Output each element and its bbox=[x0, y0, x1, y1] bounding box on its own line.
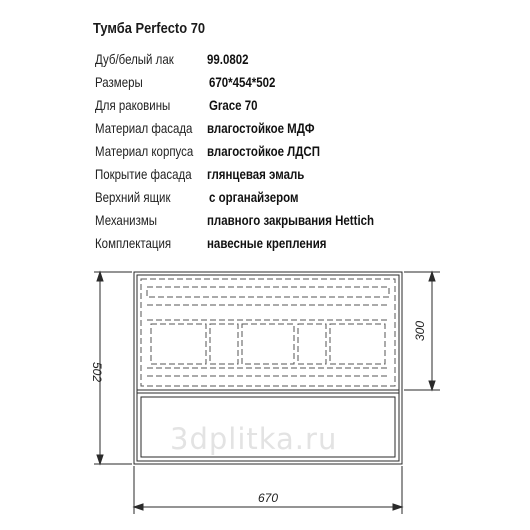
drawer-box-top bbox=[147, 287, 389, 297]
organizer-compartment bbox=[210, 324, 238, 364]
spec-label: Покрытие фасада bbox=[95, 166, 192, 182]
spec-label: Размеры bbox=[95, 74, 143, 90]
width-dimension bbox=[134, 466, 402, 514]
spec-value: 670*454*502 bbox=[209, 74, 276, 90]
spec-label: Верхний ящик bbox=[95, 189, 171, 205]
spec-label: Материал корпуса bbox=[95, 143, 194, 159]
organizer-compartment bbox=[242, 324, 294, 364]
spec-value: плавного закрывания Hettich bbox=[207, 212, 375, 228]
arrow-icon bbox=[134, 504, 143, 510]
organizer-compartment bbox=[330, 324, 385, 364]
spec-label: Механизмы bbox=[95, 212, 157, 228]
spec-value: Grace 70 bbox=[209, 97, 258, 113]
height-label: 502 bbox=[90, 361, 104, 383]
spec-value: 99.0802 bbox=[207, 51, 249, 67]
spec-value: с органайзером bbox=[209, 189, 299, 205]
watermark: 3dplitka.ru bbox=[170, 422, 338, 456]
width-label: 670 bbox=[257, 491, 279, 505]
organizer-compartment bbox=[151, 324, 206, 364]
arrow-icon bbox=[97, 272, 103, 281]
spec-label: Комплектация bbox=[95, 235, 172, 251]
arrow-icon bbox=[393, 504, 402, 510]
spec-label: Дуб/белый лак bbox=[95, 51, 174, 67]
spec-label: Для раковины bbox=[95, 97, 171, 113]
drawer-height-label: 300 bbox=[413, 320, 427, 342]
spec-value: глянцевая эмаль bbox=[207, 166, 305, 182]
arrow-icon bbox=[97, 455, 103, 464]
arrow-icon bbox=[429, 272, 435, 281]
arrow-icon bbox=[429, 381, 435, 390]
upper-drawer-front bbox=[141, 279, 395, 386]
spec-value: влагостойкое МДФ bbox=[207, 120, 315, 136]
spec-value: влагостойкое ЛДСП bbox=[207, 143, 320, 159]
upper-drawer-hidden bbox=[141, 279, 395, 386]
product-title: Тумба Perfecto 70 bbox=[93, 20, 206, 37]
spec-label: Материал фасада bbox=[95, 120, 193, 136]
organizer-compartment bbox=[298, 324, 326, 364]
spec-value: навесные крепления bbox=[207, 235, 327, 251]
